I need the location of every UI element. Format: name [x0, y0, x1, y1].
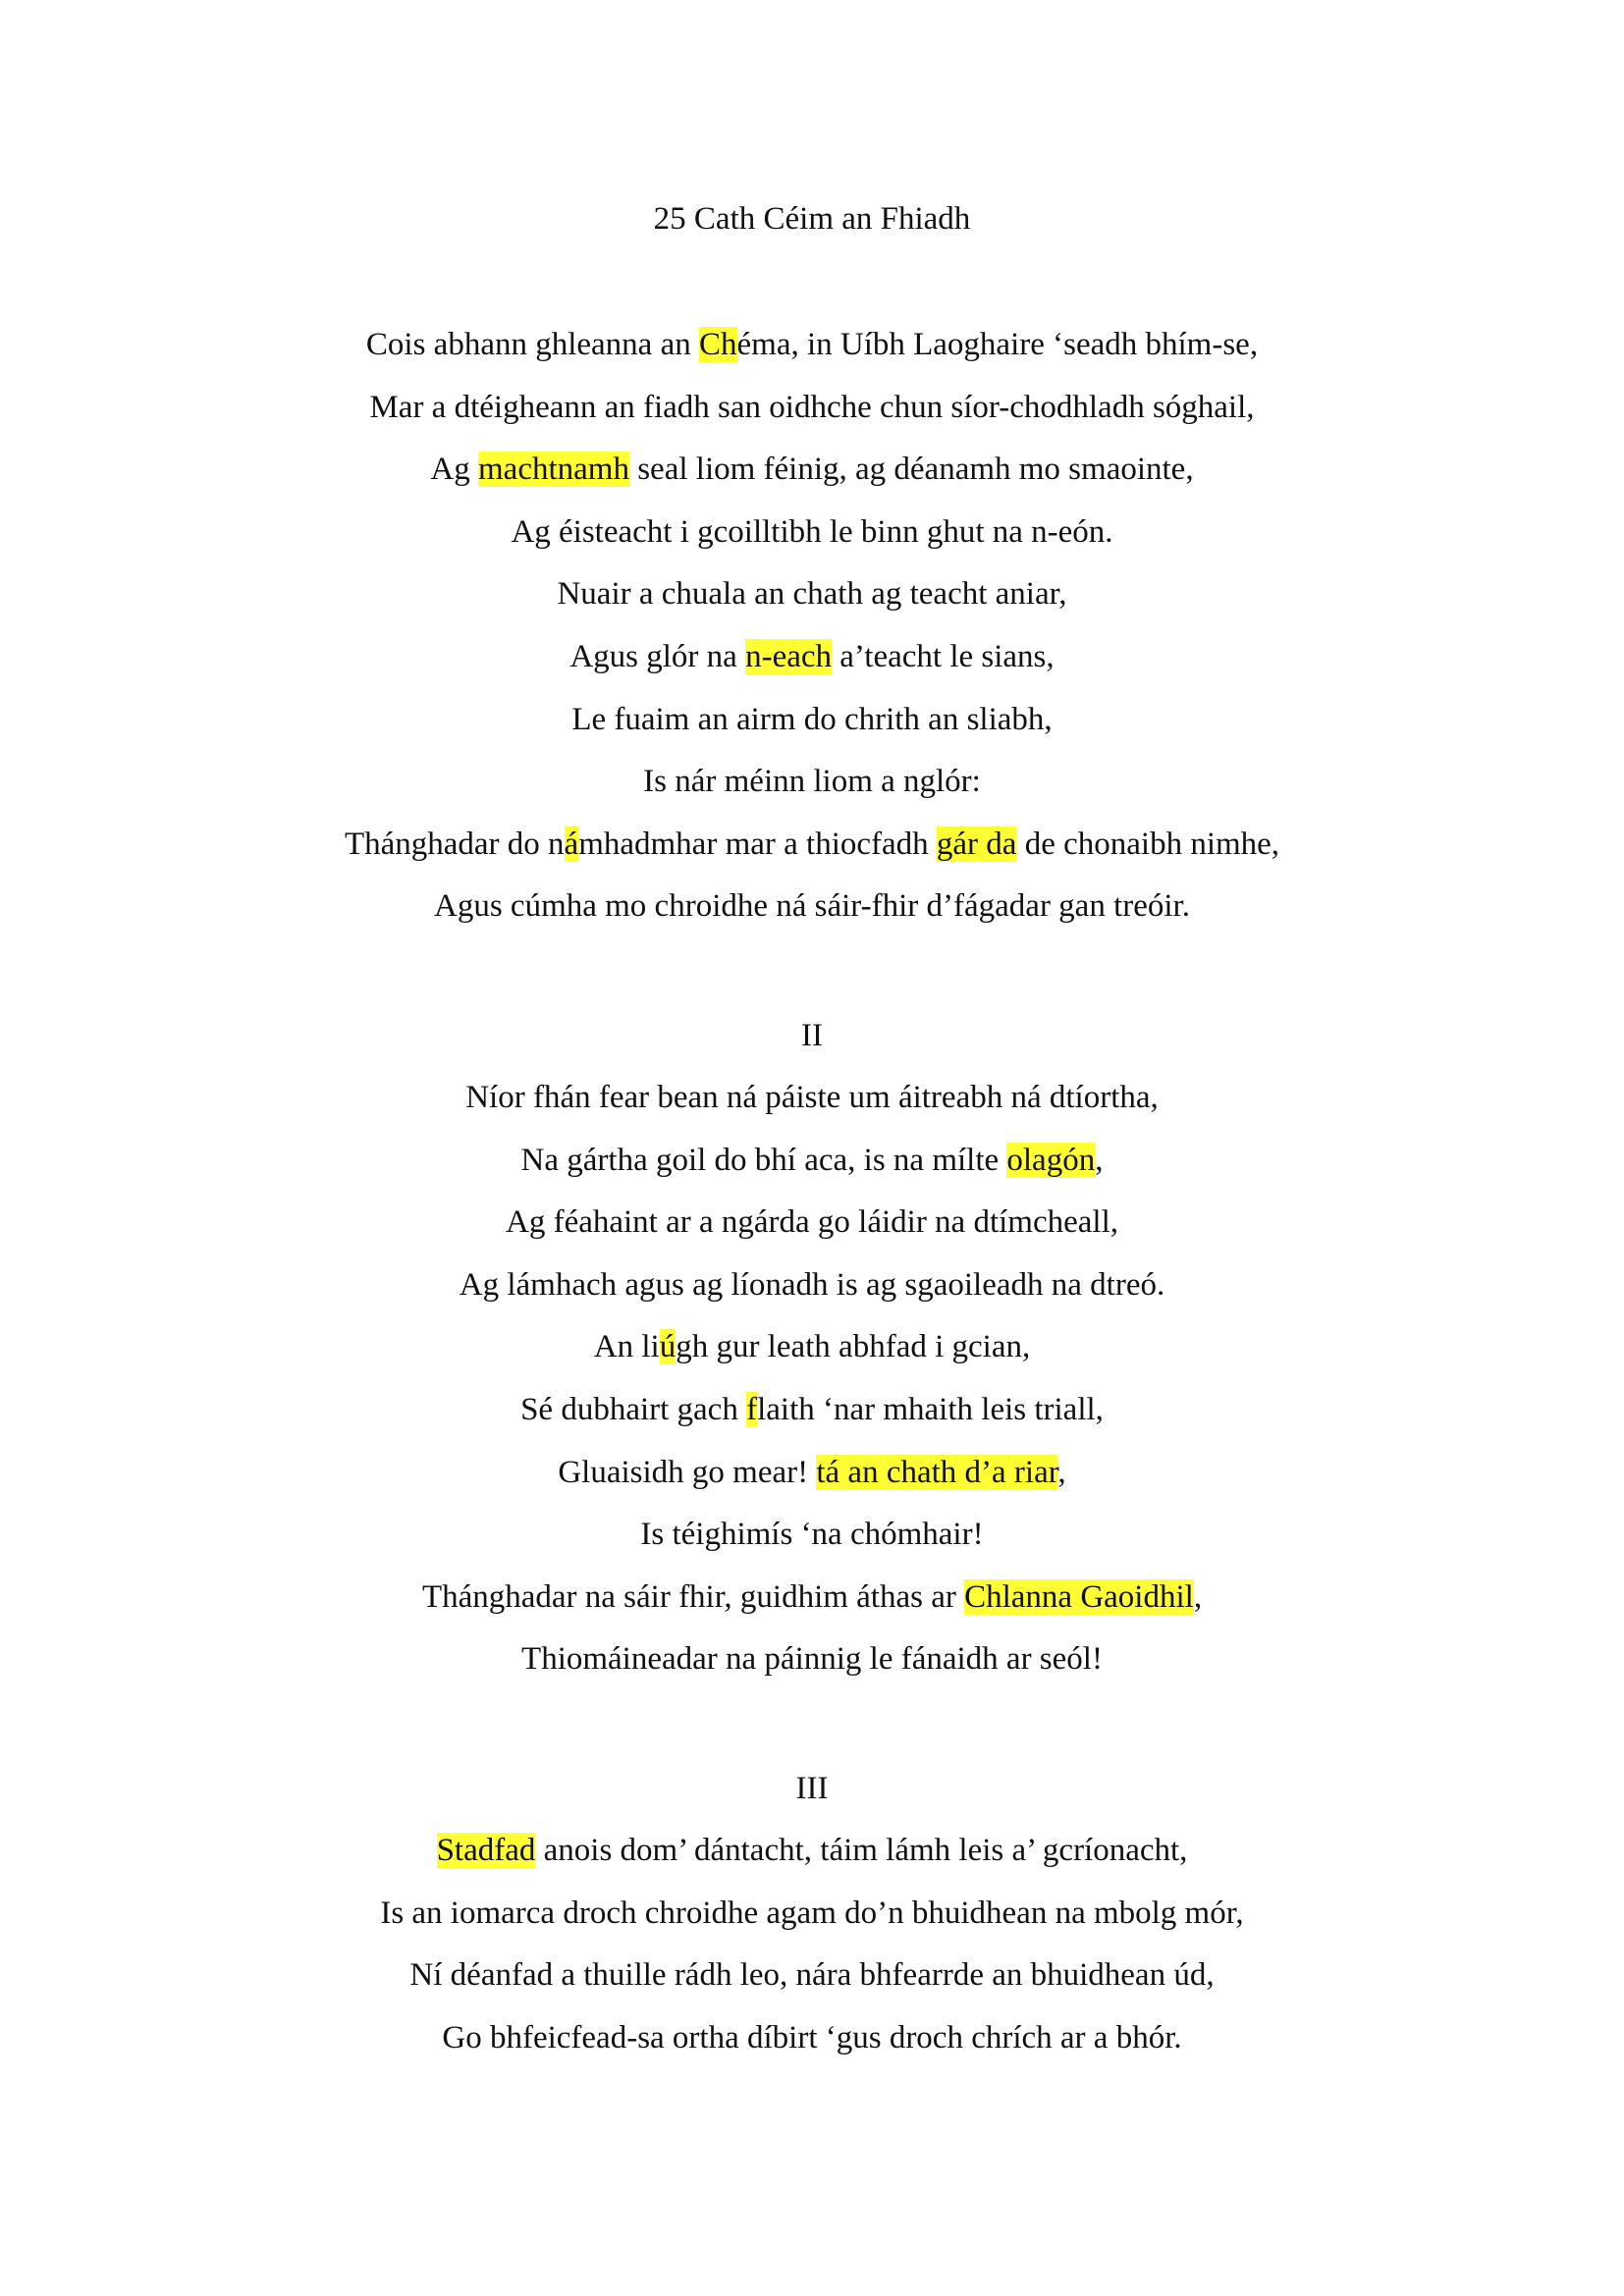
poem-line	[0, 388, 1624, 427]
line-text: Thánghadar do n	[344, 827, 565, 862]
line-text: Ní déanfad a thuille rádh leo, nára bhfearrde an bhuidhean úd,	[409, 1957, 1215, 1993]
poem-line	[0, 637, 1624, 676]
line-text: Is nár méinn liom a nglór:	[643, 764, 981, 799]
highlighted-text: f	[746, 1392, 758, 1427]
poem-line	[0, 1265, 1624, 1305]
highlighted-text: ú	[659, 1329, 677, 1364]
highlighted-text: n-each	[745, 639, 833, 674]
highlighted-text: Ch	[698, 327, 737, 362]
line-text: Níor fhán fear bean ná páiste um áitreabh ná dtíortha,	[465, 1080, 1159, 1115]
line-text: ,	[1095, 1143, 1104, 1178]
line-text: ,	[1057, 1455, 1066, 1490]
line-text: mhadmhar mar a thiocfadh	[578, 827, 937, 862]
line-text: a’teacht le sians,	[832, 639, 1055, 674]
poem-line	[0, 2018, 1624, 2057]
line-text: ,	[1193, 1579, 1203, 1615]
poem-line	[0, 886, 1624, 926]
line-text: Nuair a chuala an chath ag teacht aniar,	[557, 576, 1067, 612]
line-text: Ag	[430, 452, 479, 487]
line-text: Is téighimís ‘na chómhair!	[640, 1517, 984, 1552]
highlighted-text: tá an chath d’a riar	[816, 1455, 1058, 1490]
highlighted-text: á	[564, 827, 579, 862]
stanza-heading: III	[795, 1771, 829, 1806]
highlighted-text: olagón	[1006, 1143, 1096, 1178]
line-text: An li	[593, 1329, 660, 1364]
line-text: Ag féahaint ar a ngárda go láidir na dtímcheall,	[506, 1204, 1118, 1240]
line-text: éma, in Uíbh Laoghaire ‘seadh bhím-se,	[736, 327, 1259, 362]
page-title: 25 Cath Céim an Fhiadh	[653, 201, 971, 237]
line-text: laith ‘nar mhaith leis triall,	[757, 1392, 1104, 1427]
line-text: Agus cúmha mo chroidhe ná sáir-fhir d’fágadar gan treóir.	[434, 888, 1190, 924]
poem-line	[0, 450, 1624, 489]
line-text: Thánghadar na sáir fhir, guidhim áthas ar	[421, 1579, 965, 1615]
poem-line	[0, 1639, 1624, 1679]
poem-line	[0, 1894, 1624, 1933]
poem-line	[0, 1141, 1624, 1180]
poem-line	[0, 1515, 1624, 1554]
line-text: Sé dubhairt gach	[520, 1392, 747, 1427]
poem-line	[0, 512, 1624, 552]
poem-line	[0, 1955, 1624, 1995]
poem-line	[0, 1202, 1624, 1242]
line-text: Thiomáineadar na páinnig le fánaidh ar seól!	[521, 1641, 1103, 1677]
poem-line	[0, 762, 1624, 801]
line-text: Mar a dtéigheann an fiadh san oidhche chun síor-chodhladh sóghail,	[369, 390, 1255, 425]
line-text: gh gur leath abhfad i gcian,	[676, 1329, 1031, 1364]
line-text: Ag lámhach agus ag líonadh is ag sgaoileadh na dtreó.	[459, 1267, 1165, 1303]
line-text: Is an iomarca droch chroidhe agam do’n bhuidhean na mbolg mór,	[380, 1896, 1244, 1931]
line-text: Agus glór na	[569, 639, 746, 674]
poem-line	[0, 1390, 1624, 1429]
highlighted-text: gár da	[936, 827, 1017, 862]
highlighted-text: Stadfad	[436, 1833, 536, 1868]
line-text: Na gártha goil do bhí aca, is na mílte	[520, 1143, 1007, 1178]
poem-line	[0, 700, 1624, 739]
line-text: Cois abhann ghleanna an	[365, 327, 699, 362]
line-text: Ag éisteacht i gcoilltibh le binn ghut na n-eón.	[511, 514, 1113, 550]
highlighted-text: machtnamh	[478, 452, 629, 487]
highlighted-text: Chlanna Gaoidhil	[964, 1579, 1194, 1615]
stanza-heading: II	[801, 1018, 823, 1053]
poem-line	[0, 1078, 1624, 1117]
line-text: de chonaibh nimhe,	[1016, 827, 1280, 862]
line-text: Go bhfeicfead-sa ortha díbirt ‘gus droch chrích ar a bhór.	[442, 2020, 1182, 2056]
line-text: Le fuaim an airm do chrith an sliabh,	[571, 702, 1053, 737]
poem-line	[0, 325, 1624, 364]
poem-line	[0, 574, 1624, 614]
line-text: Gluaisidh go mear!	[558, 1455, 817, 1490]
line-text: anois dom’ dántacht, táim lámh leis a’ gcríonacht,	[535, 1833, 1188, 1868]
line-text: seal liom féinig, ag déanamh mo smaointe,	[628, 452, 1194, 487]
poem-line	[0, 1831, 1624, 1870]
poem-line	[0, 1453, 1624, 1492]
poem-line	[0, 1577, 1624, 1617]
poem-line	[0, 825, 1624, 864]
poem-line	[0, 1327, 1624, 1366]
